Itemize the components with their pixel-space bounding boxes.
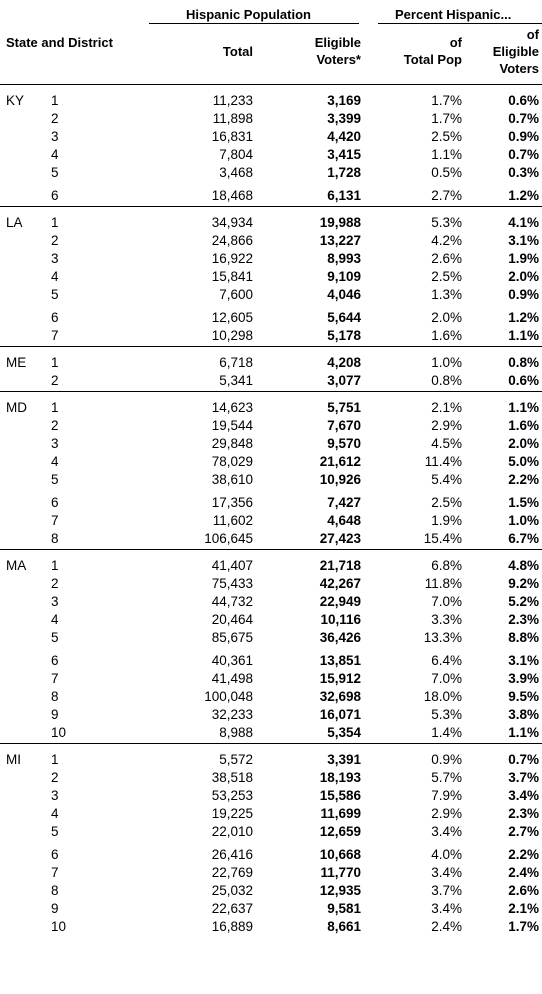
- total-population: 11,602: [212, 513, 253, 528]
- percent-of-total-pop: 1.7%: [431, 93, 462, 108]
- district-number: 6: [51, 653, 59, 668]
- eligible-voters: 3,391: [327, 752, 361, 767]
- district-number: 6: [51, 847, 59, 862]
- percent-of-eligible-voters: 2.2%: [508, 472, 539, 487]
- total-population: 41,498: [211, 671, 253, 686]
- total-population: 22,637: [211, 901, 253, 916]
- percent-of-total-pop: 2.1%: [431, 400, 462, 415]
- total-population: 11,233: [212, 93, 253, 108]
- district-number: 9: [51, 901, 59, 916]
- district-number: 5: [51, 472, 59, 487]
- eligible-voters: 10,668: [319, 847, 361, 862]
- table-row: [0, 435, 542, 453]
- eligible-voters: 4,420: [327, 129, 361, 144]
- percent-of-total-pop: 7.0%: [431, 671, 462, 686]
- eligible-voters: 3,077: [327, 373, 361, 388]
- header-hispanic-population: Hispanic Population: [186, 7, 311, 22]
- total-population: 25,032: [211, 883, 253, 898]
- eligible-voters: 19,988: [319, 215, 361, 230]
- table-row: [0, 823, 542, 841]
- percent-of-eligible-voters: 1.5%: [508, 495, 539, 510]
- percent-of-total-pop: 3.7%: [431, 883, 462, 898]
- percent-of-total-pop: 7.0%: [431, 594, 462, 609]
- district-number: 4: [51, 454, 59, 469]
- percent-of-eligible-voters: 0.7%: [508, 111, 539, 126]
- percent-of-eligible-voters: 6.7%: [508, 531, 539, 546]
- percent-of-total-pop: 11.4%: [424, 454, 462, 469]
- percent-of-total-pop: 4.0%: [431, 847, 462, 862]
- header-eligible-voters-line2: Voters*: [316, 52, 361, 67]
- eligible-voters: 1,728: [327, 165, 361, 180]
- state-group: [0, 346, 542, 391]
- percent-of-total-pop: 3.4%: [431, 901, 462, 916]
- percent-of-eligible-voters: 1.2%: [508, 188, 539, 203]
- total-population: 41,407: [211, 558, 253, 573]
- header-total: Total: [222, 44, 253, 59]
- percent-of-eligible-voters: 0.9%: [508, 129, 539, 144]
- eligible-voters: 15,586: [319, 788, 361, 803]
- district-number: 6: [51, 188, 59, 203]
- percent-of-eligible-voters: 2.3%: [508, 806, 539, 821]
- percent-of-eligible-voters: 1.0%: [508, 513, 539, 528]
- percent-of-total-pop: 1.1%: [431, 147, 462, 162]
- percent-of-eligible-voters: 1.9%: [508, 251, 539, 266]
- percent-of-total-pop: 2.5%: [431, 269, 462, 284]
- total-population: 106,645: [204, 531, 253, 546]
- district-number: 1: [51, 355, 59, 370]
- district-number: 2: [51, 373, 59, 388]
- percent-of-eligible-voters: 4.8%: [508, 558, 539, 573]
- district-number: 3: [51, 129, 59, 144]
- eligible-voters: 16,071: [319, 707, 361, 722]
- table-row: [0, 309, 542, 327]
- total-population: 53,253: [211, 788, 253, 803]
- header-of-eligible-line1: of: [526, 27, 539, 42]
- percent-of-eligible-voters: 1.2%: [508, 310, 539, 325]
- district-number: 8: [51, 883, 59, 898]
- table-row: [0, 471, 542, 489]
- header-of-eligible-line2: Eligible: [492, 44, 539, 59]
- percent-of-total-pop: 15.4%: [423, 531, 462, 546]
- eligible-voters: 27,423: [319, 531, 361, 546]
- eligible-voters: 42,267: [319, 576, 361, 591]
- percent-of-total-pop: 2.0%: [431, 310, 462, 325]
- district-number: 1: [51, 400, 59, 415]
- total-population: 11,898: [212, 111, 253, 126]
- district-number: 3: [51, 251, 59, 266]
- eligible-voters: 3,399: [327, 111, 361, 126]
- district-number: 1: [51, 752, 59, 767]
- district-number: 3: [51, 594, 59, 609]
- table-row: [0, 92, 542, 110]
- percent-of-eligible-voters: 3.9%: [508, 671, 539, 686]
- percent-of-eligible-voters: 4.1%: [508, 215, 539, 230]
- eligible-voters: 21,718: [319, 558, 361, 573]
- percent-of-eligible-voters: 9.5%: [508, 689, 539, 704]
- percent-of-total-pop: 2.9%: [431, 806, 462, 821]
- percent-of-eligible-voters: 3.1%: [508, 233, 539, 248]
- total-population: 20,464: [211, 612, 253, 627]
- percent-of-total-pop: 1.3%: [431, 287, 462, 302]
- percent-of-eligible-voters: 0.7%: [508, 147, 539, 162]
- percent-of-eligible-voters: 2.0%: [508, 269, 539, 284]
- total-population: 5,572: [219, 752, 253, 767]
- eligible-voters: 32,698: [319, 689, 361, 704]
- eligible-voters: 3,169: [327, 93, 361, 108]
- percent-of-eligible-voters: 8.8%: [508, 630, 539, 645]
- total-population: 29,848: [211, 436, 253, 451]
- percent-of-eligible-voters: 0.9%: [508, 287, 539, 302]
- table-row: [0, 688, 542, 706]
- district-number: 9: [51, 707, 59, 722]
- eligible-voters: 12,659: [319, 824, 361, 839]
- header-rule-percent: [378, 23, 542, 24]
- header-of-total-pop-line1: of: [449, 35, 462, 50]
- district-number: 4: [51, 269, 59, 284]
- percent-of-total-pop: 6.8%: [431, 558, 462, 573]
- total-population: 40,361: [211, 653, 253, 668]
- state-code: LA: [6, 215, 23, 230]
- percent-of-total-pop: 3.4%: [431, 824, 462, 839]
- percent-of-total-pop: 5.3%: [431, 215, 462, 230]
- district-number: 7: [51, 328, 59, 343]
- percent-of-eligible-voters: 2.7%: [508, 824, 539, 839]
- table-row: [0, 706, 542, 724]
- district-number: 3: [51, 788, 59, 803]
- table-row: [0, 751, 542, 769]
- district-number: 2: [51, 111, 59, 126]
- eligible-voters: 6,131: [327, 188, 361, 203]
- total-population: 7,600: [219, 287, 253, 302]
- total-population: 14,623: [211, 400, 253, 415]
- district-number: 4: [51, 806, 59, 821]
- total-population: 15,841: [211, 269, 253, 284]
- percent-of-eligible-voters: 3.8%: [508, 707, 539, 722]
- state-code: MI: [6, 752, 21, 767]
- percent-of-eligible-voters: 2.4%: [508, 865, 539, 880]
- district-number: 2: [51, 770, 59, 785]
- table-row: [0, 512, 542, 530]
- eligible-voters: 5,178: [327, 328, 361, 343]
- eligible-voters: 9,570: [327, 436, 361, 451]
- percent-of-total-pop: 5.7%: [431, 770, 462, 785]
- table-row: [0, 882, 542, 900]
- table-row: [0, 164, 542, 182]
- total-population: 85,675: [211, 630, 253, 645]
- total-population: 19,225: [211, 806, 253, 821]
- percent-of-eligible-voters: 5.0%: [508, 454, 539, 469]
- total-population: 5,341: [219, 373, 253, 388]
- total-population: 75,433: [211, 576, 253, 591]
- percent-of-eligible-voters: 2.2%: [508, 847, 539, 862]
- percent-of-total-pop: 11.8%: [424, 576, 462, 591]
- percent-of-eligible-voters: 1.7%: [508, 919, 539, 934]
- eligible-voters: 8,661: [327, 919, 361, 934]
- total-population: 3,468: [219, 165, 253, 180]
- eligible-voters: 18,193: [319, 770, 361, 785]
- percent-of-eligible-voters: 0.8%: [508, 355, 539, 370]
- total-population: 38,518: [211, 770, 253, 785]
- state-group: [0, 549, 542, 743]
- table-row: [0, 575, 542, 593]
- eligible-voters: 10,116: [320, 612, 361, 627]
- total-population: 17,356: [211, 495, 253, 510]
- eligible-voters: 13,851: [319, 653, 361, 668]
- header-rule-population: [149, 23, 359, 24]
- header-of-eligible-line3: Voters: [499, 61, 539, 76]
- table-row: [0, 724, 542, 742]
- percent-of-total-pop: 18.0%: [423, 689, 462, 704]
- total-population: 10,298: [211, 328, 253, 343]
- district-number: 8: [51, 531, 59, 546]
- total-population: 38,610: [211, 472, 253, 487]
- percent-of-eligible-voters: 3.4%: [508, 788, 539, 803]
- district-number: 8: [51, 689, 59, 704]
- percent-of-total-pop: 1.4%: [431, 725, 462, 740]
- percent-of-eligible-voters: 9.2%: [508, 576, 539, 591]
- total-population: 8,988: [219, 725, 253, 740]
- state-code: MD: [6, 400, 27, 415]
- state-group: [0, 391, 542, 549]
- district-number: 5: [51, 165, 59, 180]
- total-population: 78,029: [211, 454, 253, 469]
- district-number: 7: [51, 513, 59, 528]
- percent-of-eligible-voters: 0.6%: [508, 93, 539, 108]
- header-percent-hispanic: Percent Hispanic...: [395, 7, 512, 22]
- percent-of-total-pop: 3.3%: [431, 612, 462, 627]
- header-eligible-voters-line1: Eligible: [314, 35, 361, 50]
- eligible-voters: 10,926: [319, 472, 361, 487]
- percent-of-total-pop: 1.6%: [431, 328, 462, 343]
- eligible-voters: 4,648: [327, 513, 361, 528]
- district-number: 1: [51, 93, 59, 108]
- table-row: [0, 146, 542, 164]
- table-row: [0, 372, 542, 390]
- district-number: 2: [51, 576, 59, 591]
- total-population: 18,468: [211, 188, 253, 203]
- percent-of-total-pop: 1.9%: [431, 513, 462, 528]
- percent-of-eligible-voters: 2.3%: [508, 612, 539, 627]
- total-population: 32,233: [211, 707, 253, 722]
- eligible-voters: 7,427: [327, 495, 361, 510]
- table-header: [0, 0, 542, 84]
- total-population: 7,804: [219, 147, 253, 162]
- total-population: 26,416: [211, 847, 253, 862]
- district-number: 6: [51, 495, 59, 510]
- header-of-total-pop-line2: Total Pop: [403, 52, 462, 67]
- table-row: [0, 354, 542, 372]
- total-population: 16,922: [211, 251, 253, 266]
- eligible-voters: 9,581: [327, 901, 361, 916]
- percent-of-eligible-voters: 0.6%: [508, 373, 539, 388]
- percent-of-eligible-voters: 3.7%: [508, 770, 539, 785]
- percent-of-eligible-voters: 1.1%: [508, 328, 539, 343]
- percent-of-total-pop: 13.3%: [423, 630, 462, 645]
- total-population: 34,934: [211, 215, 253, 230]
- table-row: [0, 286, 542, 304]
- percent-of-eligible-voters: 0.3%: [508, 165, 539, 180]
- percent-of-eligible-voters: 3.1%: [508, 653, 539, 668]
- table-row: [0, 110, 542, 128]
- eligible-voters: 7,670: [327, 418, 361, 433]
- table-row: [0, 593, 542, 611]
- eligible-voters: 9,109: [327, 269, 361, 284]
- percent-of-total-pop: 4.2%: [431, 233, 462, 248]
- percent-of-eligible-voters: 1.1%: [508, 400, 539, 415]
- district-number: 5: [51, 287, 59, 302]
- district-number: 7: [51, 865, 59, 880]
- percent-of-eligible-voters: 1.6%: [508, 418, 539, 433]
- table-row: [0, 214, 542, 232]
- district-number: 10: [51, 919, 67, 934]
- table-row: [0, 187, 542, 205]
- percent-of-total-pop: 5.3%: [431, 707, 462, 722]
- table-row: [0, 629, 542, 647]
- state-code: MA: [6, 558, 27, 573]
- district-number: 5: [51, 824, 59, 839]
- percent-of-eligible-voters: 5.2%: [508, 594, 539, 609]
- table-row: [0, 417, 542, 435]
- percent-of-total-pop: 2.7%: [431, 188, 462, 203]
- percent-of-eligible-voters: 1.1%: [508, 725, 539, 740]
- percent-of-total-pop: 0.8%: [431, 373, 462, 388]
- table-row: [0, 611, 542, 629]
- eligible-voters: 3,415: [327, 147, 361, 162]
- total-population: 16,889: [211, 919, 253, 934]
- table-row: [0, 232, 542, 250]
- percent-of-total-pop: 0.9%: [431, 752, 462, 767]
- percent-of-total-pop: 2.9%: [431, 418, 462, 433]
- table-row: [0, 128, 542, 146]
- total-population: 19,544: [211, 418, 253, 433]
- header-state-and-district: State and District: [6, 35, 113, 50]
- table-row: [0, 864, 542, 882]
- percent-of-total-pop: 2.4%: [431, 919, 462, 934]
- eligible-voters: 36,426: [319, 630, 361, 645]
- table-row: [0, 250, 542, 268]
- eligible-voters: 15,912: [319, 671, 361, 686]
- eligible-voters: 4,046: [327, 287, 361, 302]
- table-row: [0, 652, 542, 670]
- district-number: 1: [51, 215, 59, 230]
- eligible-voters: 5,354: [327, 725, 361, 740]
- percent-of-eligible-voters: 0.7%: [508, 752, 539, 767]
- percent-of-total-pop: 1.7%: [431, 111, 462, 126]
- percent-of-eligible-voters: 2.6%: [508, 883, 539, 898]
- eligible-voters: 13,227: [319, 233, 361, 248]
- table-row: [0, 918, 542, 936]
- eligible-voters: 4,208: [327, 355, 361, 370]
- district-number: 6: [51, 310, 59, 325]
- percent-of-total-pop: 5.4%: [431, 472, 462, 487]
- district-number: 4: [51, 612, 59, 627]
- table-row: [0, 787, 542, 805]
- table-row: [0, 494, 542, 512]
- eligible-voters: 8,993: [327, 251, 361, 266]
- table-row: [0, 805, 542, 823]
- table-row: [0, 399, 542, 417]
- total-population: 22,769: [211, 865, 253, 880]
- table-row: [0, 327, 542, 345]
- table-row: [0, 557, 542, 575]
- district-number: 3: [51, 436, 59, 451]
- table-row: [0, 530, 542, 548]
- eligible-voters: 11,699: [320, 806, 361, 821]
- percent-of-total-pop: 2.6%: [431, 251, 462, 266]
- eligible-voters: 5,751: [327, 400, 361, 415]
- table-row: [0, 268, 542, 286]
- percent-of-total-pop: 2.5%: [431, 495, 462, 510]
- table-row: [0, 453, 542, 471]
- percent-of-total-pop: 1.0%: [431, 355, 462, 370]
- state-group: [0, 84, 542, 206]
- percent-of-total-pop: 6.4%: [431, 653, 462, 668]
- eligible-voters: 5,644: [327, 310, 361, 325]
- percent-of-total-pop: 7.9%: [431, 788, 462, 803]
- total-population: 22,010: [211, 824, 253, 839]
- total-population: 6,718: [219, 355, 253, 370]
- district-number: 10: [51, 725, 67, 740]
- percent-of-total-pop: 4.5%: [431, 436, 462, 451]
- district-number: 7: [51, 671, 59, 686]
- district-number: 4: [51, 147, 59, 162]
- table-row: [0, 769, 542, 787]
- eligible-voters: 22,949: [319, 594, 361, 609]
- state-code: ME: [6, 355, 27, 370]
- table-body: [0, 84, 542, 937]
- eligible-voters: 11,770: [320, 865, 361, 880]
- percent-of-total-pop: 0.5%: [431, 165, 462, 180]
- state-group: [0, 743, 542, 937]
- percent-of-total-pop: 3.4%: [431, 865, 462, 880]
- total-population: 24,866: [211, 233, 253, 248]
- percent-of-eligible-voters: 2.1%: [508, 901, 539, 916]
- state-group: [0, 206, 542, 346]
- table-row: [0, 846, 542, 864]
- total-population: 100,048: [204, 689, 253, 704]
- district-number: 2: [51, 418, 59, 433]
- total-population: 44,732: [211, 594, 253, 609]
- eligible-voters: 12,935: [319, 883, 361, 898]
- district-number: 5: [51, 630, 59, 645]
- total-population: 12,605: [211, 310, 253, 325]
- state-code: KY: [6, 93, 25, 108]
- percent-of-eligible-voters: 2.0%: [508, 436, 539, 451]
- district-number: 2: [51, 233, 59, 248]
- table-row: [0, 900, 542, 918]
- table-row: [0, 670, 542, 688]
- percent-of-total-pop: 2.5%: [431, 129, 462, 144]
- district-number: 1: [51, 558, 59, 573]
- total-population: 16,831: [211, 129, 253, 144]
- eligible-voters: 21,612: [319, 454, 361, 469]
